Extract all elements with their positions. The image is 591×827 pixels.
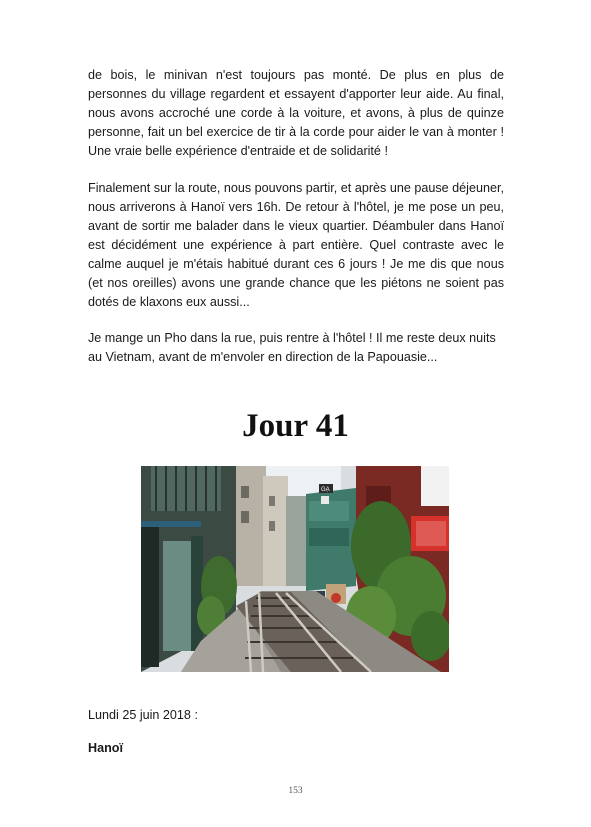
page-number: 153 xyxy=(288,786,303,796)
diary-date: Lundi 25 juin 2018 : xyxy=(88,708,198,722)
paragraph-3: Je mange un Pho dans la rue, puis rentre à l'hôtel ! Il me reste deux nuits au Vietnam, avant de m'envoler en direction de la Papouasie... xyxy=(88,331,496,364)
photo-sign-text: GẠ xyxy=(321,487,330,493)
paragraph-2: Finalement sur la route, nous pouvons partir, et après une pause déjeuner, nous arriverons à Hanoï vers 16h. De retour à l'hôtel, je me pose un peu, avant de sortir me balader dans le vieux quartier. Déambuler dans Hanoï est décidément une expérience à part entière. Quel contraste avec le calme auquel je m'étais habitué durant ces 6 jours ! Je me dis que nous (et nos oreilles) avons une grande chance que les piétons ne soient pas dotés de klaxons eux aussi... xyxy=(88,181,504,309)
diary-place: Hanoï xyxy=(88,741,123,755)
paragraph-1: de bois, le minivan n'est toujours pas monté. De plus en plus de personnes du village regardent et essayent d'apporter leur aide. Au final, nous avons accroché une corde à la voiture, et avons, à plus de quinze personne, fait un bel exercice de tir à la corde pour aider le van à monter ! Une vraie belle expérience d'entraide et de solidarité ! xyxy=(88,68,504,158)
chapter-heading: Jour 41 xyxy=(242,408,349,444)
street-railway-photo xyxy=(141,466,449,672)
